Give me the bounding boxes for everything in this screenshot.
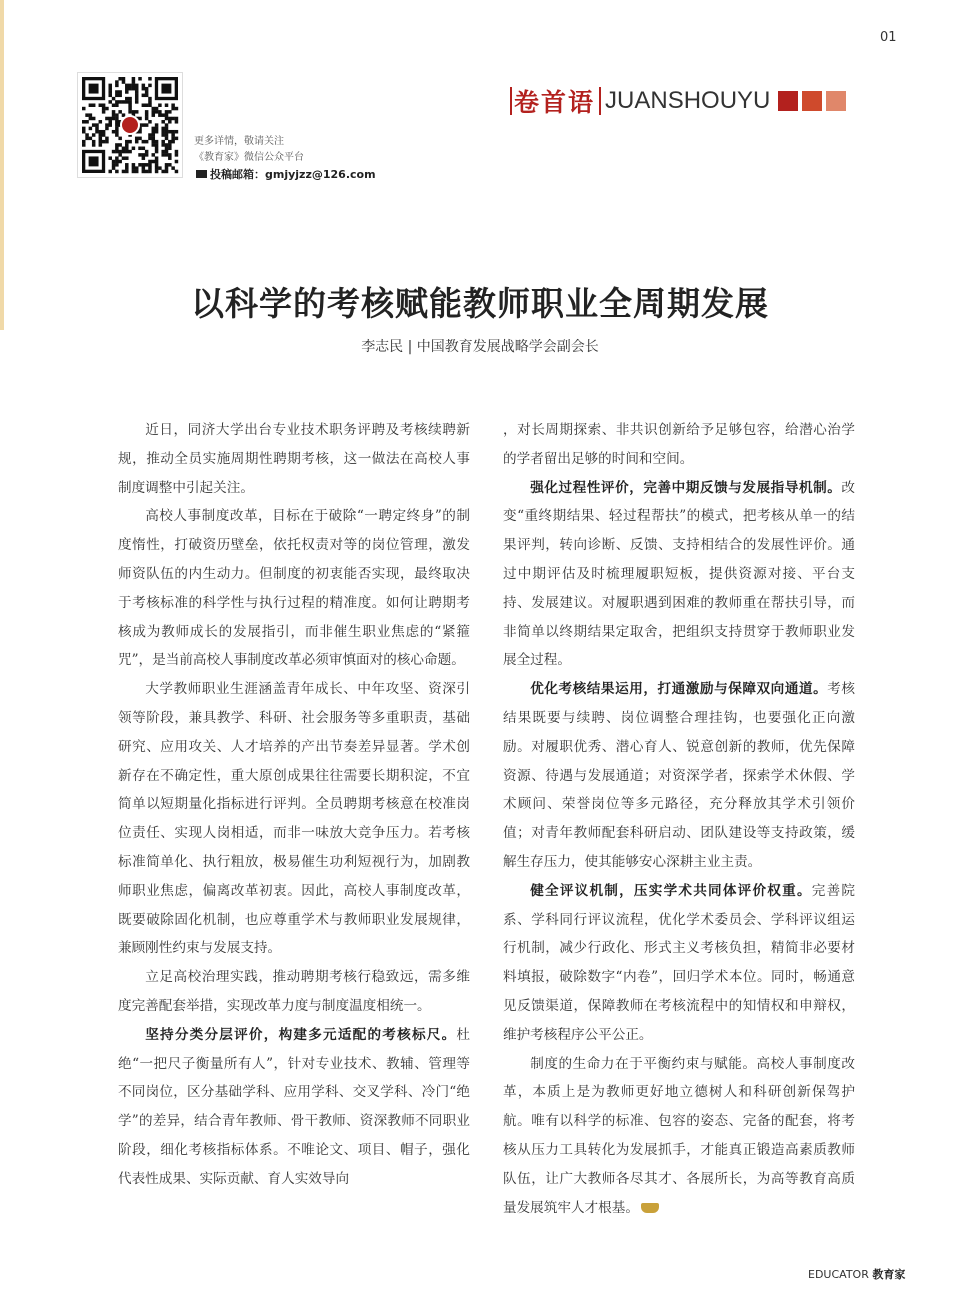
column-header — [510, 86, 846, 116]
follow-line-1: 更多详情，敬请关注 — [194, 136, 284, 147]
article-column-right — [503, 416, 855, 1222]
paragraph-9: 制度的生命力在于平衡约束与赋能。高校人事制度改革，本质上是为教师更好地立德树人和科研创新保驾护航。唯有以科学的标准、包容的姿态、完备的配套，将考核从压力工具转化为发展抓手，才能真正锻造高素质教师队伍，让广大教师各尽其才、各展所长，为高等教育高质量发展筑牢人才根基。 — [503, 1055, 855, 1216]
qr-code-icon — [77, 72, 183, 178]
paragraph-4: 立足高校治理实践，推动聘期考核行稳致远，需多维度完善配套举措，实现改革力度与制度温度相统一。 — [118, 969, 470, 1014]
article-byline: 李志民 | 中国教育发展战略学会副会长 — [361, 339, 599, 355]
email-label: 投稿邮箱： — [210, 168, 265, 181]
submission-email — [196, 166, 376, 182]
paragraph-5: 坚持分类分层评价，构建多元适配的考核标尺。杜绝“一把尺子衡量所有人”，针对专业技术、教辅、管理等不同岗位，区分基础学科、应用学科、交叉学科、冷门“绝学”的差异，结合青年教师、骨干教师、资深教师不同职业阶段，细化考核指标体系。不唯论文、项目、帽子，强化代表性成果、实际贡献、育人实效导向 — [118, 1026, 470, 1187]
column-bar — [510, 87, 512, 115]
column-bar-2 — [599, 87, 601, 115]
follow-text — [194, 134, 304, 166]
paragraph-3: 大学教师职业生涯涵盖青年成长、中年攻坚、资深引领等阶段，兼具教学、科研、社会服务等多重职责，基础研究、应用攻关、人才培养的产出节奏差异显著。学术创新存在不确定性，重大原创成果往往需要长期积淀，不宜简单以短期量化指标进行评判。全员聘期考核意在校准岗位责任、实现人岗相适，而非一味放大竞争压力。若考核标准简单化、执行粗放，极易催生功利短视行为，加剧教师职业焦虑，偏离改革初衷。因此，高校人事制度改革，既要破除固化机制，也应尊重学术与教师职业发展规律，兼顾刚性约束与发展支持。 — [118, 681, 470, 957]
article-title: 以科学的考核赋能教师职业全周期发展 — [191, 284, 769, 323]
paragraph-2: 高校人事制度改革，目标在于破除“一聘定终身”的制度惰性，打破资历壁垒，依托权责对等的岗位管理，激发师资队伍的内生动力。但制度的初衷能否实现，最终取决于考核标准的科学性与执行过程的精准度。如何让聘期考核成为教师成长的发展指引，而非催生职业焦虑的“紧箍咒”，是当前高校人事制度改革必须审慎面对的核心命题。 — [118, 508, 470, 669]
paragraph-7: 优化考核结果运用，打通激励与保障双向通道。考核结果既要与续聘、岗位调整合理挂钩，也要强化正向激励。对履职优秀、潜心育人、锐意创新的教师，优先保障资源、待遇与发展通道；对资深学者，探索学术休假、学术顾问、荣誉岗位等多元路径，充分释放其学术引领价值；对青年教师配套科研启动、团队建设等支持政策，缓解生存压力，使其能够安心深耕主业主责。 — [503, 681, 856, 870]
page-number: 01 — [880, 30, 897, 45]
accent-square-3 — [826, 91, 846, 111]
paragraph-6: 强化过程性评价，完善中期反馈与发展指导机制。改变“重终期结果、轻过程帮扶”的模式，把考核从单一的结果评判，转向诊断、反馈、支持相结合的发展性评价。通过中期评估及时梳理履职短板，提供资源对接、平台支持、发展建议。对履职遇到困难的教师重在帮扶引导，而非简单以终期结果定取舍，把组织支持贯穿于教师职业发展全过程。 — [503, 479, 855, 669]
accent-square-1 — [778, 91, 798, 111]
column-title-cn: 卷首语 — [514, 88, 596, 117]
footer-brand-en: EDUCATOR — [808, 1268, 869, 1281]
follow-line-2: 《教育家》微信公众平台 — [194, 152, 304, 163]
footer-brand-cn: 教育家 — [872, 1268, 906, 1281]
paragraph-5-continued: ，对长周期探索、非共识创新给予足够包容，给潜心治学的学者留出足够的时间和空间。 — [503, 422, 855, 467]
paragraph-8: 健全评议机制，压实学术共同体评价权重。完善院系、学科同行评议流程，优化学术委员会、学科评议组运行机制，减少行政化、形式主义考核负担，精简非必要材料填报，破除数字“内卷”，回归学术本位。同时，畅通意见反馈渠道，保障教师在考核流程中的知情权和申辩权，维护考核程序公平公正。 — [503, 882, 855, 1043]
email-address[interactable]: gmjyjzz@126.com — [265, 168, 376, 181]
mortarboard-icon — [641, 1203, 659, 1213]
paragraph-1: 近日，同济大学出台专业技术职务评聘及考核续聘新规，推动全员实施周期性聘期考核，这一做法在高校人事制度调整中引起关注。 — [118, 422, 470, 496]
accent-square-2 — [802, 91, 822, 111]
mail-icon — [196, 170, 207, 178]
article-column-left — [118, 416, 470, 1194]
footer-brand — [808, 1266, 905, 1282]
column-title-en: JUANSHOUYU — [605, 87, 771, 114]
